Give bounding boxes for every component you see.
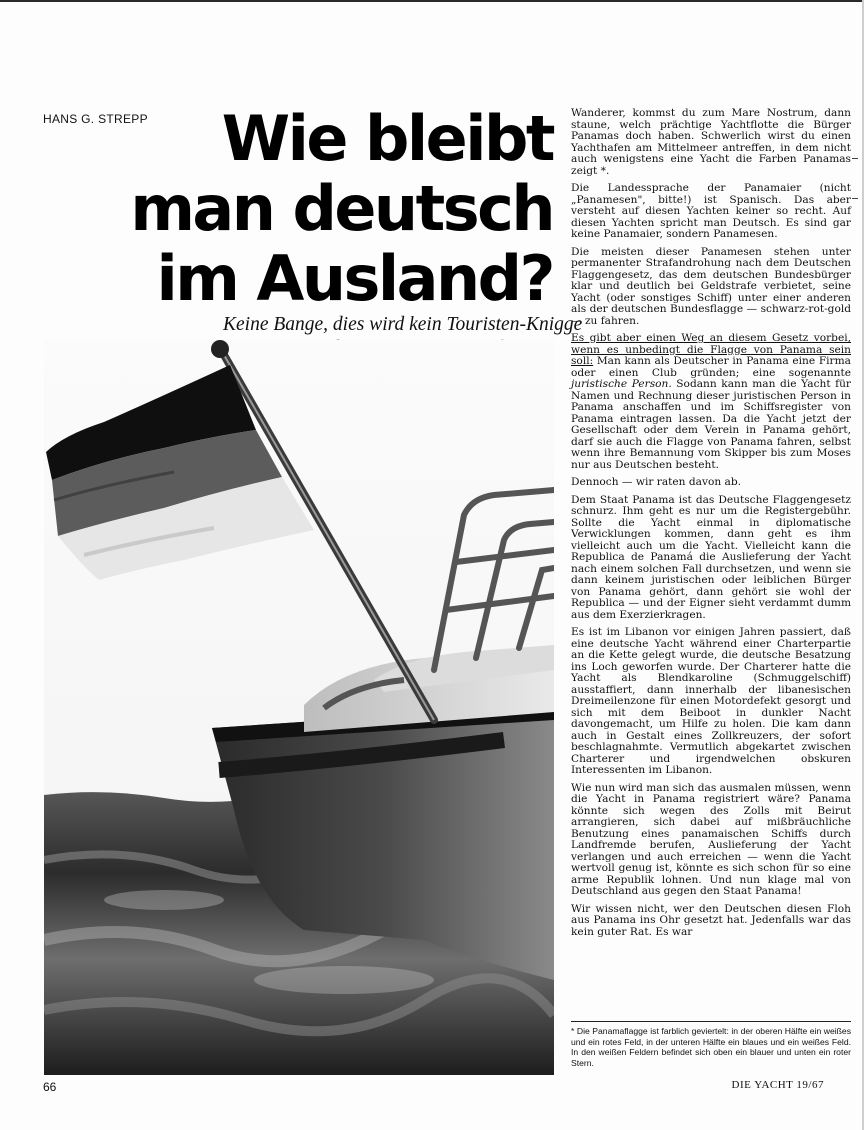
article-paragraph: Die Landessprache der Panamaier (nicht „Panamesen", bitte!) ist Spanisch. Das aber versteht auf diesen Yachten keiner so recht. Auf diesen Yachten spricht man Deutsch. Es sind gar keine Panamaier, sondern Panamesen. bbox=[571, 182, 851, 240]
headline-line: Wie bleibt bbox=[221, 102, 553, 175]
yacht-flag-photo bbox=[44, 340, 554, 1075]
article-paragraph: Wir wissen nicht, wer den Deutschen diesen Floh aus Panama ins Ohr gesetzt hat. Jedenfalls war das kein guter Rat. Es war bbox=[571, 902, 851, 938]
article-paragraph: Dem Staat Panama ist das Deutsche Flaggengesetz schnurz. Ihm geht es nur um die Registergebühr. Sollte die Yacht einmal in diplomatische Verwicklungen kommen, dann geht es ihm vielleicht auch um die Yacht. Vielleicht kann die Republica de Panamá die Auslieferung der Yacht nach einem solchen Fall durchsetzen, und wenn sie dann keinem juristischen oder leiblichen Bürger von Panama gehört, dann gehört sie wohl der Republica — und der Eigner sieht verdammt dumm aus dem Exerzierkragen. bbox=[571, 493, 851, 621]
author-byline: HANS G. STREPP bbox=[43, 112, 148, 126]
paragraph-text: Sodann kann man die Yacht für Namen und Rechnung dieser juristischen Person in Panama anschaffen und im Schiffsregister von Panama eintragen lassen. Da die Yacht jetzt der Gesellschaft oder dem Verein in Panama gehört, darf sie auch die Flagge von Panama fahren, selbst wenn ihre Bemannung vom Skipper bis zum Moses nur aus Deutschen besteht. bbox=[571, 378, 851, 471]
magazine-issue: DIE YACHT 19/67 bbox=[731, 1079, 824, 1091]
article-body bbox=[571, 108, 851, 944]
italic-term: juristische Person. bbox=[571, 378, 672, 390]
underlined-sentence: Es gibt aber einen Weg an diesem Gesetz vorbei, wenn es unbedingt die Flagge von Panama sein soll: bbox=[571, 332, 851, 367]
scan-edge-top bbox=[0, 0, 864, 2]
headline-line: im Ausland? bbox=[156, 242, 553, 315]
page-number: 66 bbox=[43, 1080, 57, 1094]
margin-mark bbox=[852, 198, 858, 199]
margin-mark bbox=[852, 158, 858, 159]
article-paragraph bbox=[571, 333, 851, 471]
paragraph-text: Man kann als Deutscher in Panama eine Firma oder einen Club gründen; eine sogenannte bbox=[571, 355, 851, 379]
article-paragraph: Wanderer, kommst du zum Mare Nostrum, dann staune, welch prächtige Yachtflotte die Bürger Panamas doch haben. Schwerlich wirst du einen Yachthafen am Mittelmeer antreffen, in dem nicht auch wenigstens eine Yacht die Farben Panamas zeigt *. bbox=[571, 107, 851, 177]
article-paragraph: Wie nun wird man sich das ausmalen müssen, wenn die Yacht in Panama registriert wäre? Panama könnte sich wegen des Zolls mit Beirut arrangieren, sich dabei auf mißbräuchliche Benutzung eines panamaischen Schiffs durch Landfremde berufen, Auslieferung der Yacht verlangen und auch erreichen — wenn die Yacht wertvoll genug ist, könnte es sich schon für so eine arme Republik lohnen. Und nun klage mal von Deutschland aus gegen den Staat Panama! bbox=[571, 781, 851, 897]
article-paragraph: Es ist im Libanon vor einigen Jahren passiert, daß eine deutsche Yacht während einer Charterpartie an die Kette gelegt wurde, die deutsche Besatzung ins Loch geworfen wurde. Der Charterer hatte die Yacht als Blendkaroline (Schmuggelschiff) ausstaffiert, dann innerhalb der libanesischen Dreimeilenzone für einen Motordefekt gesorgt und sich mit dem Beiboot in dunkler Nacht davongemacht, um Hilfe zu holen. Die kam dann auch in Gestalt eines Zollkreuzers, der sofort beschlagnahmte. Vermutlich abgekartet zwischen Charterer und irgendwelchen obskuren Interessenten im Libanon. bbox=[571, 626, 851, 776]
article-paragraph: Die meisten dieser Panamesen stehen unter permanenter Strafandrohung nach dem Deutschen Flaggengesetz, das dem deutschen Bundesbürger klar und deutlich bei Geldstrafe verbietet, seine Yacht (oder sonstiges Schiff) unter einer anderen als der deutschen Bundesflagge — schwarz-rot-gold — zu fahren. bbox=[571, 245, 851, 327]
footnote: * Die Panamaflagge ist farblich geviertelt: in der oberen Hälfte ein weißes und ein rotes Feld, in der unteren Hälfte ein blaues und ein weißes Feld. In den weißen Feldern befindet sich oben ein blauer und unten ein roter Stern. bbox=[571, 1021, 851, 1068]
article-paragraph: Dennoch — wir raten davon ab. bbox=[571, 476, 741, 488]
headline-line: man deutsch bbox=[130, 172, 553, 245]
headline bbox=[93, 104, 553, 314]
subheadline-line: Keine Bange, dies wird kein Touristen-Knigge bbox=[223, 314, 583, 335]
